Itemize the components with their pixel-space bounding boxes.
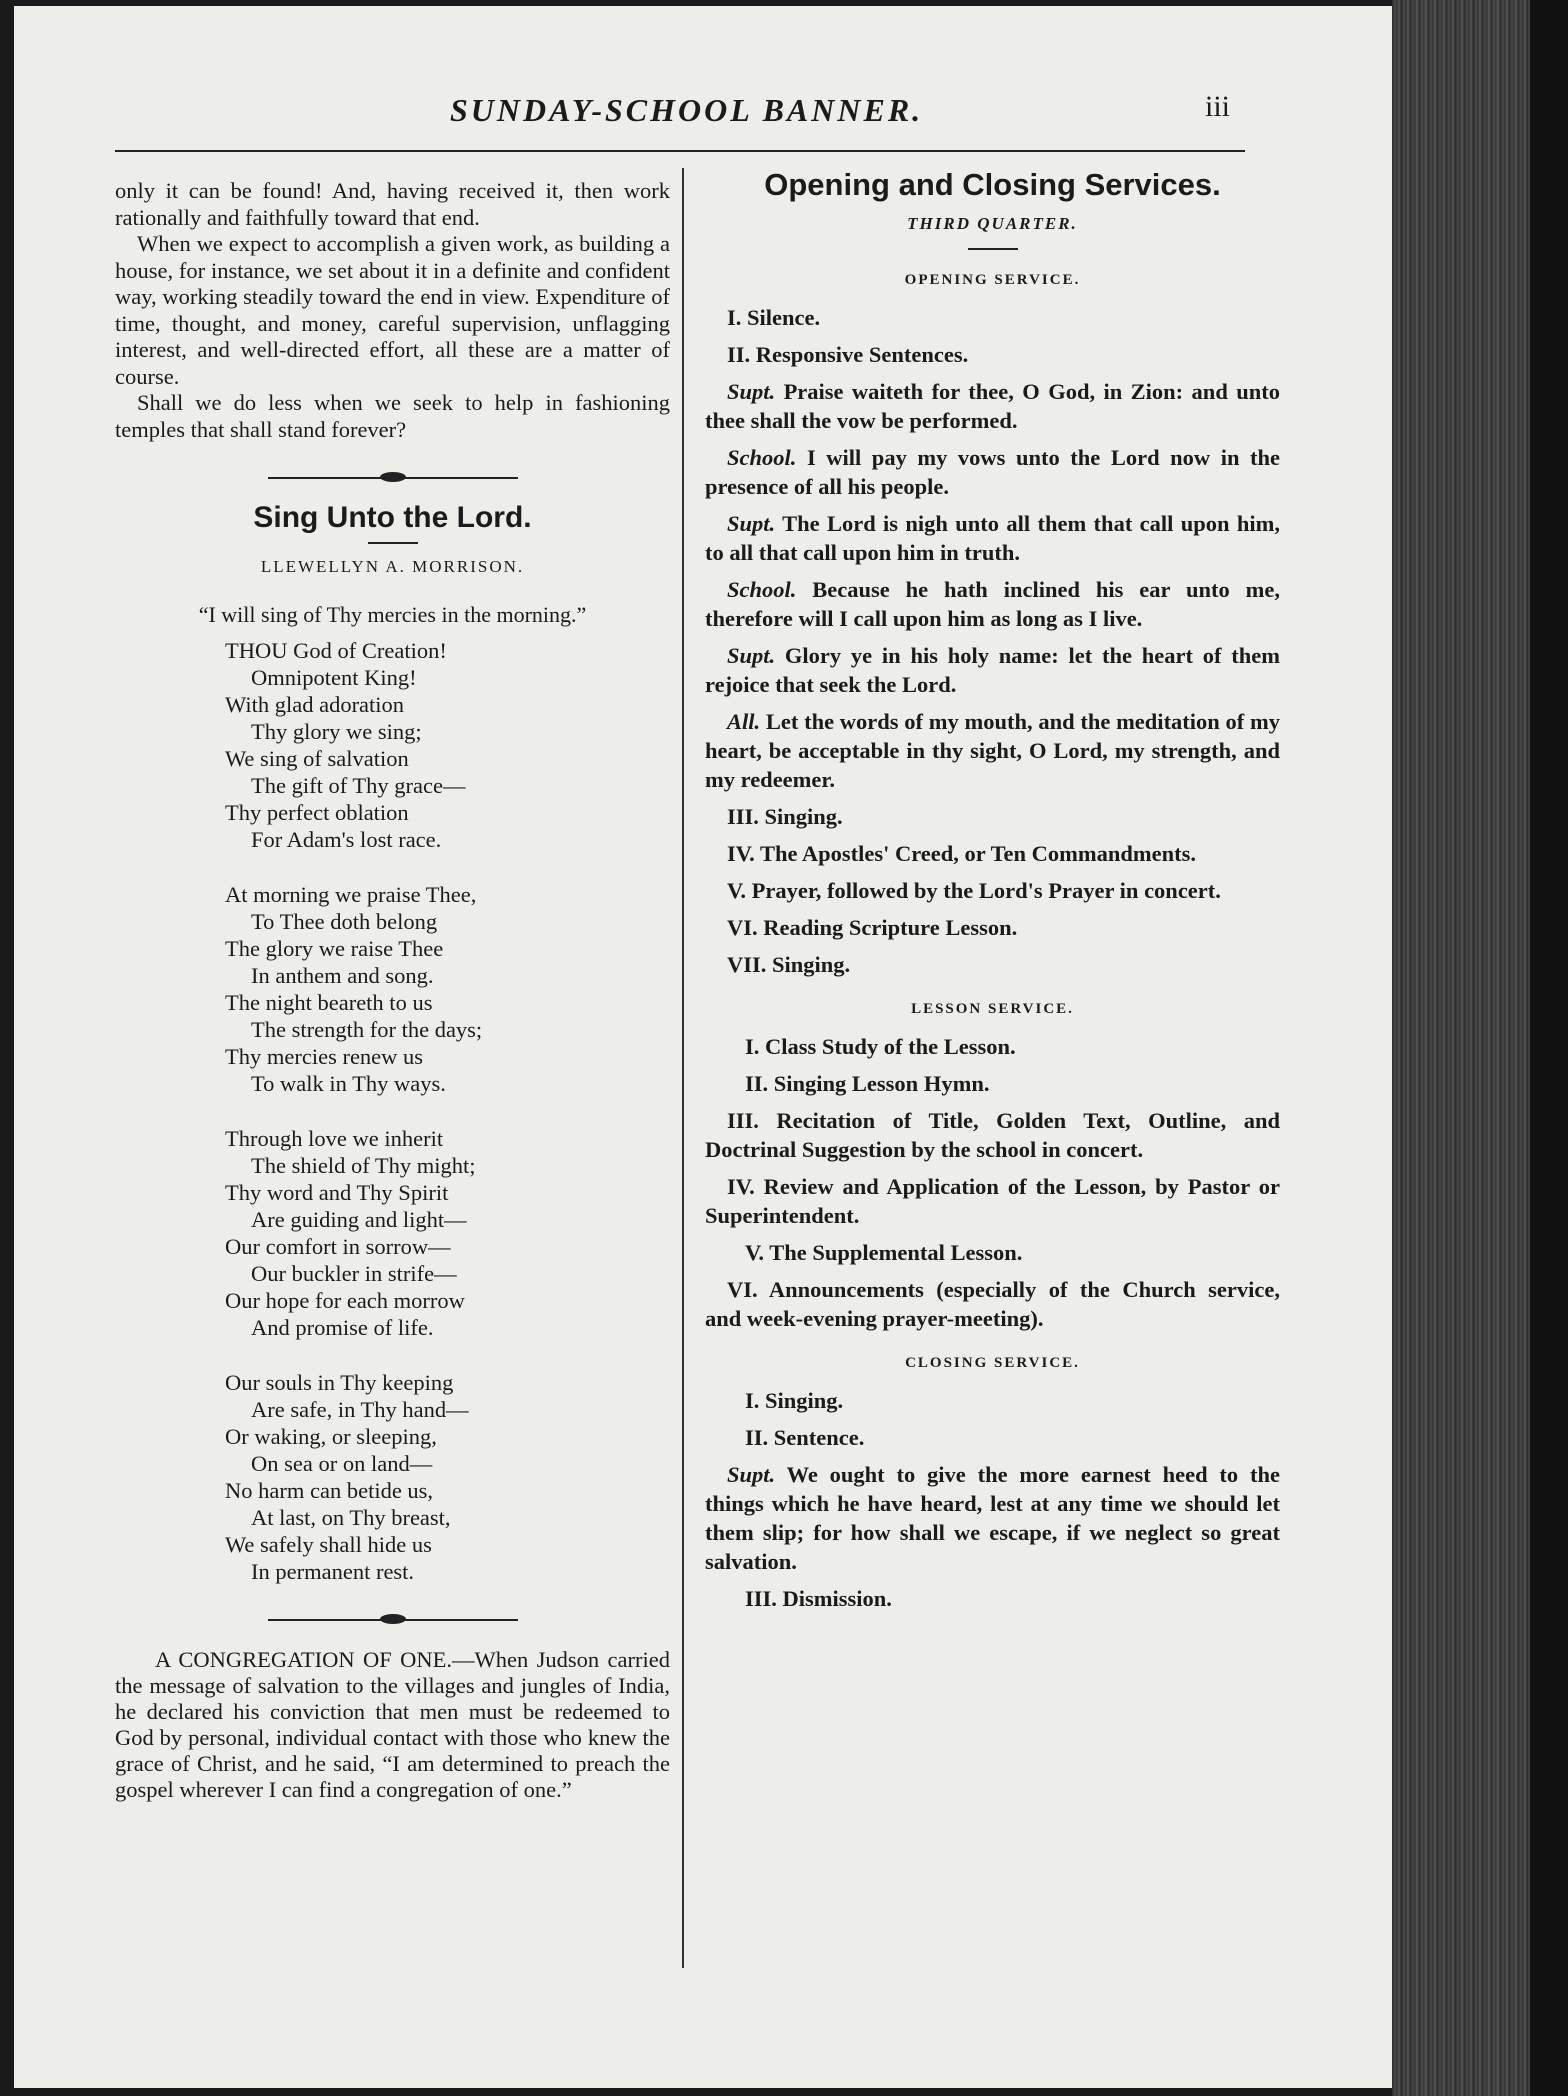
speaker-role: Supt. xyxy=(727,1462,776,1487)
poem-line: And promise of life. xyxy=(251,1314,434,1340)
response-text: We ought to give the more earnest heed to the things which he have heard, lest at any time we should let them slip; for how shall we escape, if we neglect so great salvation. xyxy=(705,1462,1280,1574)
poem-line: The glory we raise Thee xyxy=(225,935,444,961)
speaker-role: Supt. xyxy=(727,511,776,536)
poem-line: We sing of salvation xyxy=(225,745,409,771)
service-item: VI. Reading Scripture Lesson. xyxy=(727,915,1018,940)
response-text: The Lord is nigh unto all them that call upon him, to all that call upon him in truth. xyxy=(705,511,1280,565)
responsive-sentence xyxy=(705,707,1280,794)
poem-line: To walk in Thy ways. xyxy=(251,1070,446,1096)
poem-stanza xyxy=(225,1369,670,1585)
book-spine-shadow xyxy=(1530,0,1568,2096)
poem-title: Sing Unto the Lord. xyxy=(253,501,532,534)
poem-line: Thy glory we sing; xyxy=(251,718,422,744)
anecdote-text: —When Judson carried the message of salvation to the villages and jungles of India, he declared his conviction that men must be redeemed to God by personal, individual contact with those who knew the grace of Christ, and he said, “I am determined to preach the gospel wherever I can find a congregation of one.” xyxy=(115,1646,670,1802)
service-item: I. Singing. xyxy=(745,1388,844,1413)
service-item: IV. Review and Application of the Lesson, by Pastor or Superintendent. xyxy=(705,1174,1280,1228)
responsive-sentence xyxy=(705,575,1280,633)
poem-line: Are safe, in Thy hand— xyxy=(251,1396,469,1422)
intro-paragraph: Shall we do less when we seek to help in fashioning temples that shall stand forever? xyxy=(115,390,670,442)
poem-line: With glad adoration xyxy=(225,691,405,717)
poem-line: THOU God of Creation! xyxy=(225,637,447,663)
title-rule xyxy=(368,542,418,544)
running-title: SUNDAY-SCHOOL BANNER. xyxy=(450,92,924,128)
response-text: Praise waiteth for thee, O God, in Zion: and unto thee shall the vow be performed. xyxy=(705,379,1281,433)
speaker-role: Supt. xyxy=(727,643,776,668)
speaker-role: All. xyxy=(727,709,761,734)
poem-stanza xyxy=(225,637,670,853)
left-column xyxy=(115,178,670,1803)
poem-line: Through love we inherit xyxy=(225,1125,444,1151)
speaker-role: Supt. xyxy=(727,379,776,404)
poem-line: The night beareth to us xyxy=(225,989,433,1015)
running-header xyxy=(100,92,1250,142)
services-title: Opening and Closing Services. xyxy=(764,167,1221,202)
poem-line: On sea or on land— xyxy=(251,1450,433,1476)
page-number: iii xyxy=(1205,90,1231,123)
closing-service-heading: CLOSING SERVICE. xyxy=(905,1355,1080,1371)
service-item: V. The Supplemental Lesson. xyxy=(745,1240,1023,1265)
poem-line: The strength for the days; xyxy=(251,1016,483,1042)
speaker-role: School. xyxy=(727,445,797,470)
poem-line: Thy mercies renew us xyxy=(225,1043,424,1069)
responsive-sentence xyxy=(705,641,1280,699)
response-text: I will pay my vows unto the Lord now in the presence of all his people. xyxy=(705,445,1281,499)
ornament-divider xyxy=(268,1613,518,1627)
anecdote-lead: A CONGREGATION OF ONE. xyxy=(155,1646,453,1672)
column-divider xyxy=(682,168,684,1968)
poem-line: The shield of Thy might; xyxy=(251,1152,476,1178)
service-item: III. Singing. xyxy=(727,804,843,829)
service-item: III. Dismission. xyxy=(745,1586,892,1611)
poem-line: No harm can betide us, xyxy=(225,1477,434,1503)
response-text: Let the words of my mouth, and the meditation of my heart, be acceptable in thy sight, O Lord, my strength, and my redeemer. xyxy=(705,709,1281,792)
title-rule xyxy=(968,248,1018,250)
intro-paragraph: When we expect to accomplish a given work, as building a house, for instance, we set about it in a definite and confident way, working steadily toward the end in view. Expenditure of time, thought, and money, careful supervision, unflagging interest, and well-directed effort, all these are a matter of course. xyxy=(115,231,670,389)
poem-author: LLEWELLYN A. MORRISON. xyxy=(260,556,525,576)
poem-line: The gift of Thy grace— xyxy=(251,772,466,798)
right-column xyxy=(705,167,1281,1621)
service-item: I. Silence. xyxy=(727,305,821,330)
poem-stanza xyxy=(225,1125,670,1341)
opening-service-heading: OPENING SERVICE. xyxy=(904,272,1081,288)
service-item: VII. Singing. xyxy=(727,952,851,977)
poem-line: Omnipotent King! xyxy=(251,664,417,690)
poem-line: At morning we praise Thee, xyxy=(225,881,477,907)
lesson-service-heading: LESSON SERVICE. xyxy=(911,1001,1074,1017)
poem-line: Our hope for each morrow xyxy=(225,1287,465,1313)
responsive-sentence xyxy=(705,1460,1280,1576)
responsive-sentence xyxy=(705,377,1280,435)
poem-line: Our buckler in strife— xyxy=(251,1260,457,1286)
quarter-label: THIRD QUARTER. xyxy=(907,214,1078,233)
header-rule xyxy=(115,150,1245,152)
service-item: II. Singing Lesson Hymn. xyxy=(745,1071,990,1096)
intro-paragraph: only it can be found! And, having received it, then work rationally and faithfully toward that end. xyxy=(115,178,670,230)
poem-epigraph: “I will sing of Thy mercies in the morning.” xyxy=(198,602,587,627)
service-item: I. Class Study of the Lesson. xyxy=(745,1034,1016,1059)
poem-line: At last, on Thy breast, xyxy=(251,1504,451,1530)
poem-line: Thy perfect oblation xyxy=(225,799,409,825)
responsive-sentence xyxy=(705,443,1280,501)
poem-line: Our souls in Thy keeping xyxy=(225,1369,454,1395)
service-item: VI. Announcements (especially of the Church service, and week-evening prayer-meeting). xyxy=(705,1277,1280,1331)
service-item: III. Recitation of Title, Golden Text, Outline, and Doctrinal Suggestion by the school in concert. xyxy=(705,1108,1280,1162)
ornament-divider xyxy=(268,471,518,485)
poem-line: In permanent rest. xyxy=(251,1558,415,1584)
response-text: Glory ye in his holy name: let the heart of them rejoice that seek the Lord. xyxy=(705,643,1280,697)
poem-line: We safely shall hide us xyxy=(225,1531,432,1557)
anecdote-paragraph xyxy=(115,1647,670,1803)
service-item: II. Responsive Sentences. xyxy=(727,342,969,367)
responsive-sentence xyxy=(705,509,1280,567)
speaker-role: School. xyxy=(727,577,797,602)
poem-line: Are guiding and light— xyxy=(251,1206,467,1232)
service-item: V. Prayer, followed by the Lord's Prayer in concert. xyxy=(727,878,1221,903)
poem-line: Our comfort in sorrow— xyxy=(225,1233,451,1259)
poem-line: For Adam's lost race. xyxy=(251,826,442,852)
poem-line: To Thee doth belong xyxy=(251,908,438,934)
poem-stanza xyxy=(225,881,670,1097)
service-item: II. Sentence. xyxy=(745,1425,865,1450)
service-item: IV. The Apostles' Creed, or Ten Commandments. xyxy=(727,841,1197,866)
response-text: Because he hath inclined his ear unto me, therefore will I call upon him as long as I live. xyxy=(705,577,1280,631)
poem-line: Thy word and Thy Spirit xyxy=(225,1179,449,1205)
poem-line: In anthem and song. xyxy=(251,962,434,988)
poem-line: Or waking, or sleeping, xyxy=(225,1423,437,1449)
